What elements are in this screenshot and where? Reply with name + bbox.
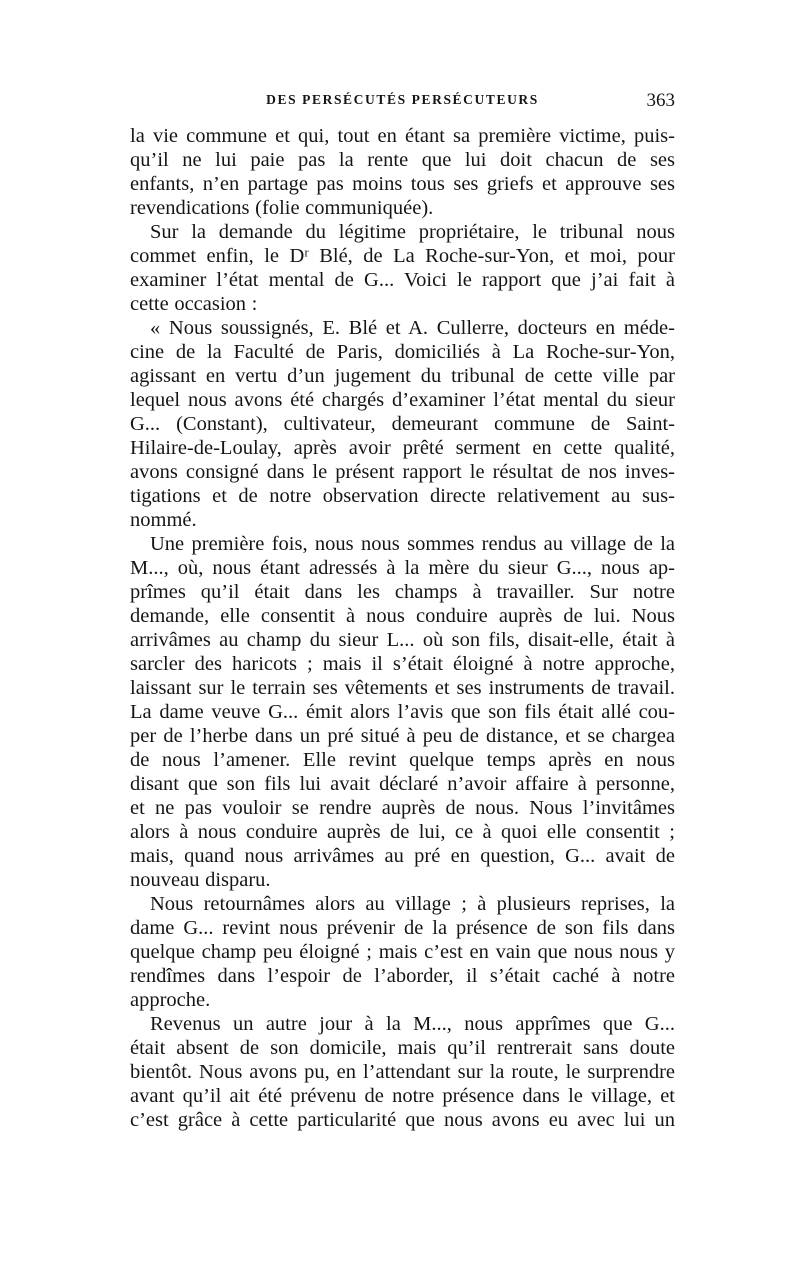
text-line: sarcler des haricots ; mais il s’était éloigné à notre approche,: [130, 653, 675, 675]
text-line: prîmes qu’il était dans les champs à travailler. Sur notre: [130, 581, 675, 603]
text-line: qu’il ne lui paie pas la rente que lui doit chacun de ses: [130, 149, 675, 171]
text-line: Nous retournâmes alors au village ; à plusieurs reprises, la: [150, 893, 675, 915]
text-line: Revenus un autre jour à la M..., nous apprîmes que G...: [150, 1013, 675, 1035]
text-line: nouveau disparu.: [130, 869, 271, 891]
text-line: La dame veuve G... émit alors l’avis que son fils était allé cou-: [130, 701, 675, 723]
text-line: laissant sur le terrain ses vêtements et ses instruments de travail.: [130, 677, 675, 699]
body-text: [130, 124, 675, 1132]
text-line: demande, elle consentit à nous conduire auprès de lui. Nous: [130, 605, 675, 627]
text-line: était absent de son domicile, mais qu’il rentrerait sans doute: [130, 1037, 675, 1059]
text-line: Sur la demande du légitime propriétaire, le tribunal nous: [150, 221, 675, 243]
text-line: quelque champ peu éloigné ; mais c’est en vain que nous nous y: [130, 941, 675, 963]
text-line: « Nous soussignés, E. Blé et A. Cullerre, docteurs en méde-: [150, 317, 675, 339]
text-line: M..., où, nous étant adressés à la mère du sieur G..., nous ap-: [130, 557, 675, 579]
text-line: nommé.: [130, 509, 197, 531]
text-line: arrivâmes au champ du sieur L... où son fils, disait-elle, était à: [130, 629, 675, 651]
text-line: approche.: [130, 989, 211, 1011]
text-line: alors à nous conduire auprès de lui, ce à quoi elle consentit ;: [130, 821, 675, 843]
text-line: Hilaire-de-Loulay, après avoir prêté serment en cette qualité,: [130, 437, 675, 459]
text-line: cette occasion :: [130, 293, 258, 315]
text-line: cine de la Faculté de Paris, domiciliés à La Roche-sur-Yon,: [130, 341, 675, 363]
text-line: de nous l’amener. Elle revint quelque temps après en nous: [130, 749, 675, 771]
text-line: agissant en vertu d’un jugement du tribunal de cette ville par: [130, 365, 675, 387]
page-number: 363: [646, 90, 675, 111]
text-line: c’est grâce à cette particularité que nous avons eu avec lui un: [130, 1109, 675, 1131]
text-line: Une première fois, nous nous sommes rendus au village de la: [150, 533, 675, 555]
text-line: et ne pas vouloir se rendre auprès de nous. Nous l’invitâmes: [130, 797, 675, 819]
text-line: per de l’herbe dans un pré situé à peu de distance, et se chargea: [130, 725, 675, 747]
text-line: la vie commune et qui, tout en étant sa première victime, puis-: [130, 125, 675, 147]
text-line: dame G... revint nous prévenir de la présence de son fils dans: [130, 917, 675, 939]
text-line: mais, quand nous arrivâmes au pré en question, G... avait de: [130, 845, 675, 867]
text-line: enfants, n’en partage pas moins tous ses griefs et approuve ses: [130, 173, 675, 195]
text-line: commet enfin, le Dʳ Blé, de La Roche-sur-Yon, et moi, pour: [130, 245, 675, 267]
text-line: tigations et de notre observation directe relativement au sus-: [130, 485, 675, 507]
text-line: G... (Constant), cultivateur, demeurant commune de Saint-: [130, 413, 675, 435]
text-line: avons consigné dans le présent rapport le résultat de nos inves-: [130, 461, 675, 483]
running-head: [130, 90, 675, 116]
text-line: rendîmes dans l’espoir de l’aborder, il s’était caché à notre: [130, 965, 675, 987]
text-line: avant qu’il ait été prévenu de notre présence dans le village, et: [130, 1085, 675, 1107]
running-title: DES PERSÉCUTÉS PERSÉCUTEURS: [266, 92, 539, 107]
text-line: examiner l’état mental de G... Voici le rapport que j’ai fait à: [130, 269, 675, 291]
text-line: disant que son fils lui avait déclaré n’avoir affaire à personne,: [130, 773, 675, 795]
text-line: lequel nous avons été chargés d’examiner l’état mental du sieur: [130, 389, 675, 411]
text-line: revendications (folie communiquée).: [130, 197, 434, 219]
text-line: bientôt. Nous avons pu, en l’attendant sur la route, le surprendre: [130, 1061, 675, 1083]
